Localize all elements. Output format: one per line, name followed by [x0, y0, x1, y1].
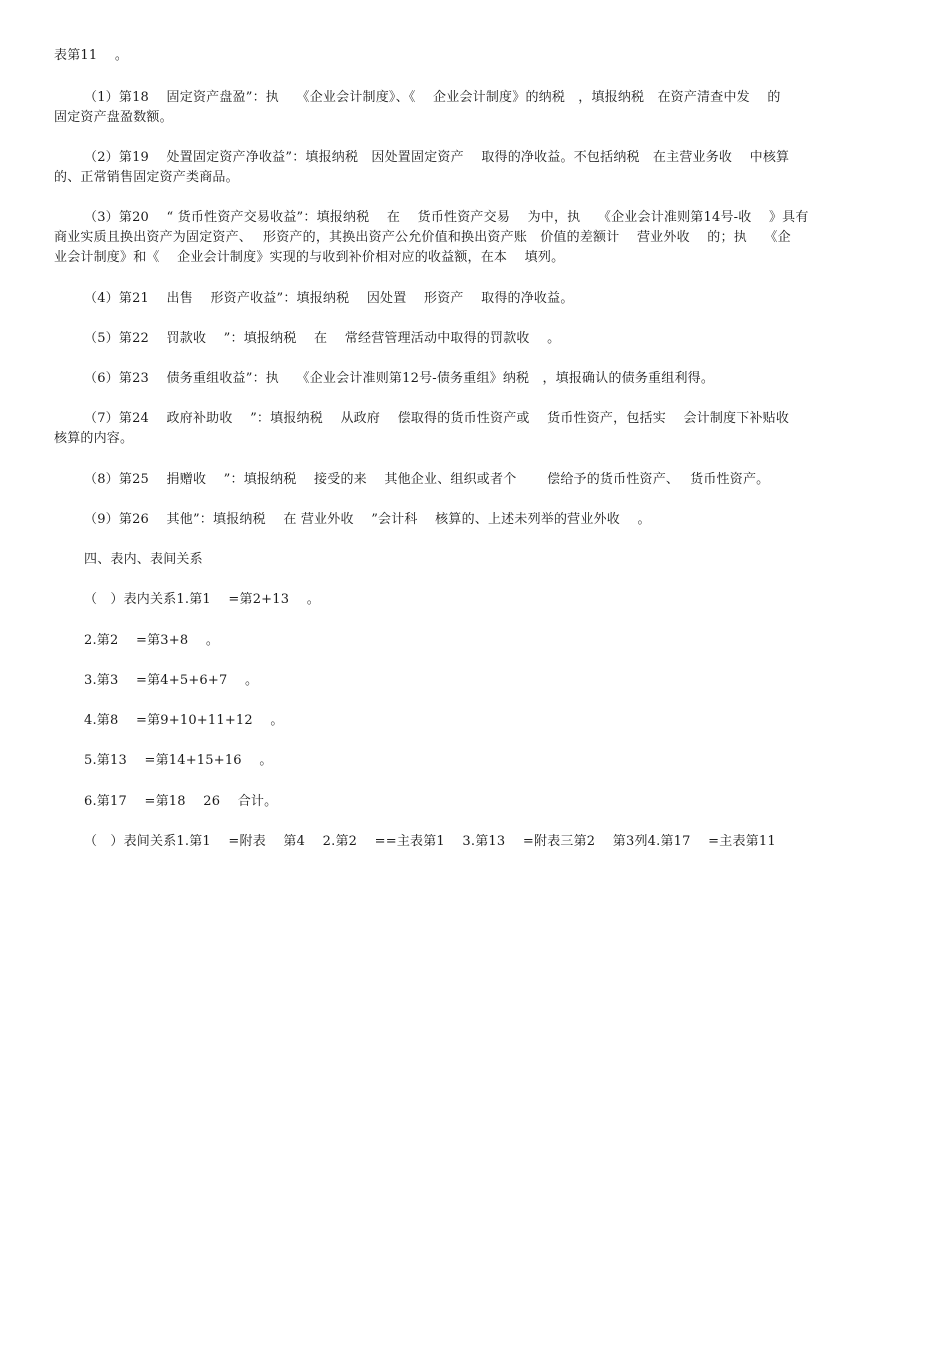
text-line: 4.第8 =第9+10+11+12 。 — [84, 713, 284, 728]
text-line: 的、正常销售固定资产类商品。 — [54, 170, 239, 185]
text-line: （4）第21 出售 形资产收益”：填报纳税 因处置 形资产 取得的净收益。 — [84, 291, 574, 306]
text-line: （ ）表内关系1.第1 =第2+13 。 — [84, 592, 320, 607]
text-line: 业会计制度》和《 企业会计制度》实现的与收到补价相对应的收益额，在本 填列。 — [54, 250, 565, 265]
text-line: 表第11 。 — [54, 48, 129, 63]
text-line: （8）第25 捐赠收 ”：填报纳税 接受的来 其他企业、组织或者个 偿给予的货币性资产、 货币性资产。 — [84, 472, 770, 487]
text-line: 固定资产盘盈数额。 — [54, 110, 173, 125]
text-line: 5.第13 =第14+15+16 。 — [84, 753, 273, 768]
text-line: 核算的内容。 — [54, 431, 134, 446]
text-line: （1）第18 固定资产盘盈”：执 《企业会计制度》、《 企业会计制度》的纳税 ，填报纳税 在资产清查中发 的 — [84, 90, 781, 105]
text-line: （2）第19 处置固定资产净收益”：填报纳税 因处置固定资产 取得的净收益。不包括纳税 在主营业务收 中核算 — [84, 150, 790, 165]
text-line: 商业实质且换出资产为固定资产、 形资产的，其换出资产公允价值和换出资产账 价值的差额计 营业外收 的；执 《企 — [54, 230, 791, 245]
text-line: （ ）表间关系1.第1 =附表 第4 2.第2 ==主表第1 3.第13 =附表三第2 第3列4.第17 =主表第11 — [84, 834, 776, 849]
text-line: 2.第2 =第3+8 。 — [84, 633, 220, 648]
text-line: （3）第20 “ 货币性资产交易收益”：填报纳税 在 货币性资产交易 为中，执 《企业会计准则第14号-收 》具有 — [84, 210, 809, 225]
text-line: 3.第3 =第4+5+6+7 。 — [84, 673, 259, 688]
section-heading: 四、表内、表间关系 — [84, 552, 203, 567]
text-line: （7）第24 政府补助收 ”：填报纳税 从政府 偿取得的货币性资产或 货币性资产，包括实 会计制度下补贴收 — [84, 411, 790, 426]
text-line: （5）第22 罚款收 ”：填报纳税 在 常经营管理活动中取得的罚款收 。 — [84, 331, 561, 346]
text-line: （6）第23 债务重组收益”：执 《企业会计准则第12号-债务重组》纳税 ，填报确认的债务重组利得。 — [84, 371, 715, 386]
text-line: 6.第17 =第18 26 合计。 — [84, 794, 278, 809]
text-line: （9）第26 其他”：填报纳税 在 营业外收 ”会计科 核算的、上述未列举的营业外收 。 — [84, 512, 651, 527]
